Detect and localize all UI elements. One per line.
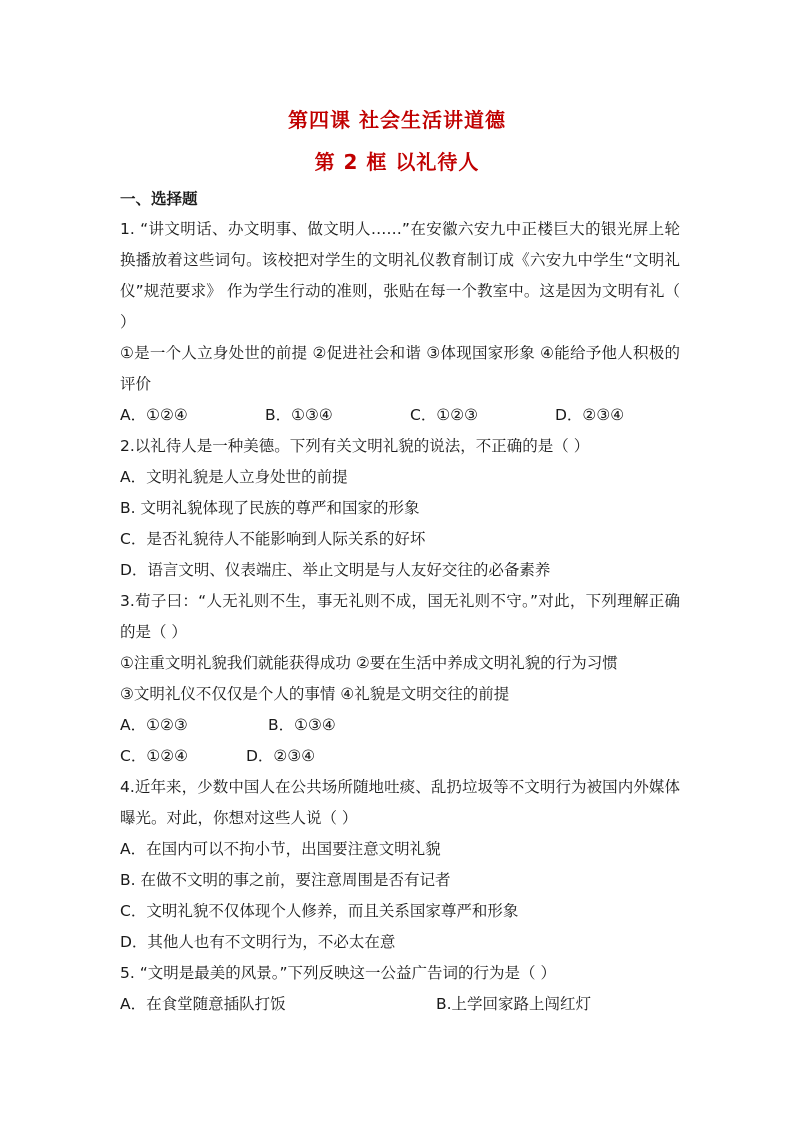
options-row [120, 989, 680, 1020]
options-row [120, 710, 680, 741]
option-b: B. 在做不文明的事之前，要注意周围是否有记者 [120, 871, 451, 889]
option-a: A．文明礼貌是人立身处世的前提 [120, 468, 348, 486]
question-stem: 1. “讲文明话、办文明事、做文明人……”在安徽六安九中正楼巨大的银光屏上轮换播放着这些词句。该校把对学生的文明礼仪教育制订成《六安九中学生“文明礼仪”规范要求》 作为学生行动的准则，张贴在每一个教室中。这是因为文明有礼（ ） [120, 220, 680, 331]
option-c: C．是否礼貌待人不能影响到人际关系的好坏 [120, 530, 426, 548]
option-d: D．语言文明、仪表端庄、举止文明是与人友好交往的必备素养 [120, 561, 551, 579]
option-c: C．①②④ [120, 747, 189, 765]
question-1 [120, 214, 680, 431]
option-d: D．其他人也有不文明行为，不必太在意 [120, 933, 396, 951]
question-2 [120, 431, 680, 586]
question-4 [120, 772, 680, 958]
section-heading: 一、选择题 [120, 190, 198, 208]
question-stem: 2.以礼待人是一种美德。下列有关文明礼貌的说法，不正确的是（ ） [120, 437, 590, 455]
option-a: A．①②③ [120, 716, 188, 734]
question-3 [120, 586, 680, 772]
option-d: D．②③④ [555, 406, 625, 424]
question-stem: 5. “文明是最美的风景。”下列反映这一公益广告词的行为是（ ） [120, 964, 556, 982]
option-a: A．①②④ [120, 406, 188, 424]
question-stem: 3.荀子曰：“人无礼则不生，事无礼则不成，国无礼则不守。”对此，下列理解正确的是（ ） [120, 592, 680, 641]
question-statements: ①是一个人立身处世的前提 ②促进社会和谐 ③体现国家形象 ④能给予他人积极的评价 [120, 344, 680, 393]
option-a: A．在食堂随意插队打饭 [120, 995, 286, 1013]
options-row [120, 741, 680, 772]
option-c: C．文明礼貌不仅体现个人修养，而且关系国家尊严和形象 [120, 902, 519, 920]
option-b: B. 文明礼貌体现了民族的尊严和国家的形象 [120, 499, 420, 517]
option-d: D．②③④ [246, 747, 316, 765]
option-b: B．①③④ [268, 716, 336, 734]
option-b: B.上学回家路上闯红灯 [436, 995, 592, 1013]
question-5 [120, 958, 680, 1020]
lesson-title: 第四课 社会生活讲道德 [288, 108, 506, 132]
question-statements: ①注重文明礼貌我们就能获得成功 ②要在生活中养成文明礼貌的行为习惯 [120, 654, 618, 672]
section-title: 第 2 框 以礼待人 [314, 150, 480, 174]
options-row [120, 400, 680, 431]
question-stem: 4.近年来，少数中国人在公共场所随地吐痰、乱扔垃圾等不文明行为被国内外媒体曝光。对此，你想对这些人说（ ） [120, 778, 680, 827]
question-statements: ③文明礼仪不仅仅是个人的事情 ④礼貌是文明交往的前提 [120, 685, 510, 703]
option-c: C．①②③ [410, 406, 479, 424]
question-list [120, 214, 680, 1020]
option-a: A．在国内可以不拘小节，出国要注意文明礼貌 [120, 840, 441, 858]
option-b: B．①③④ [265, 406, 333, 424]
